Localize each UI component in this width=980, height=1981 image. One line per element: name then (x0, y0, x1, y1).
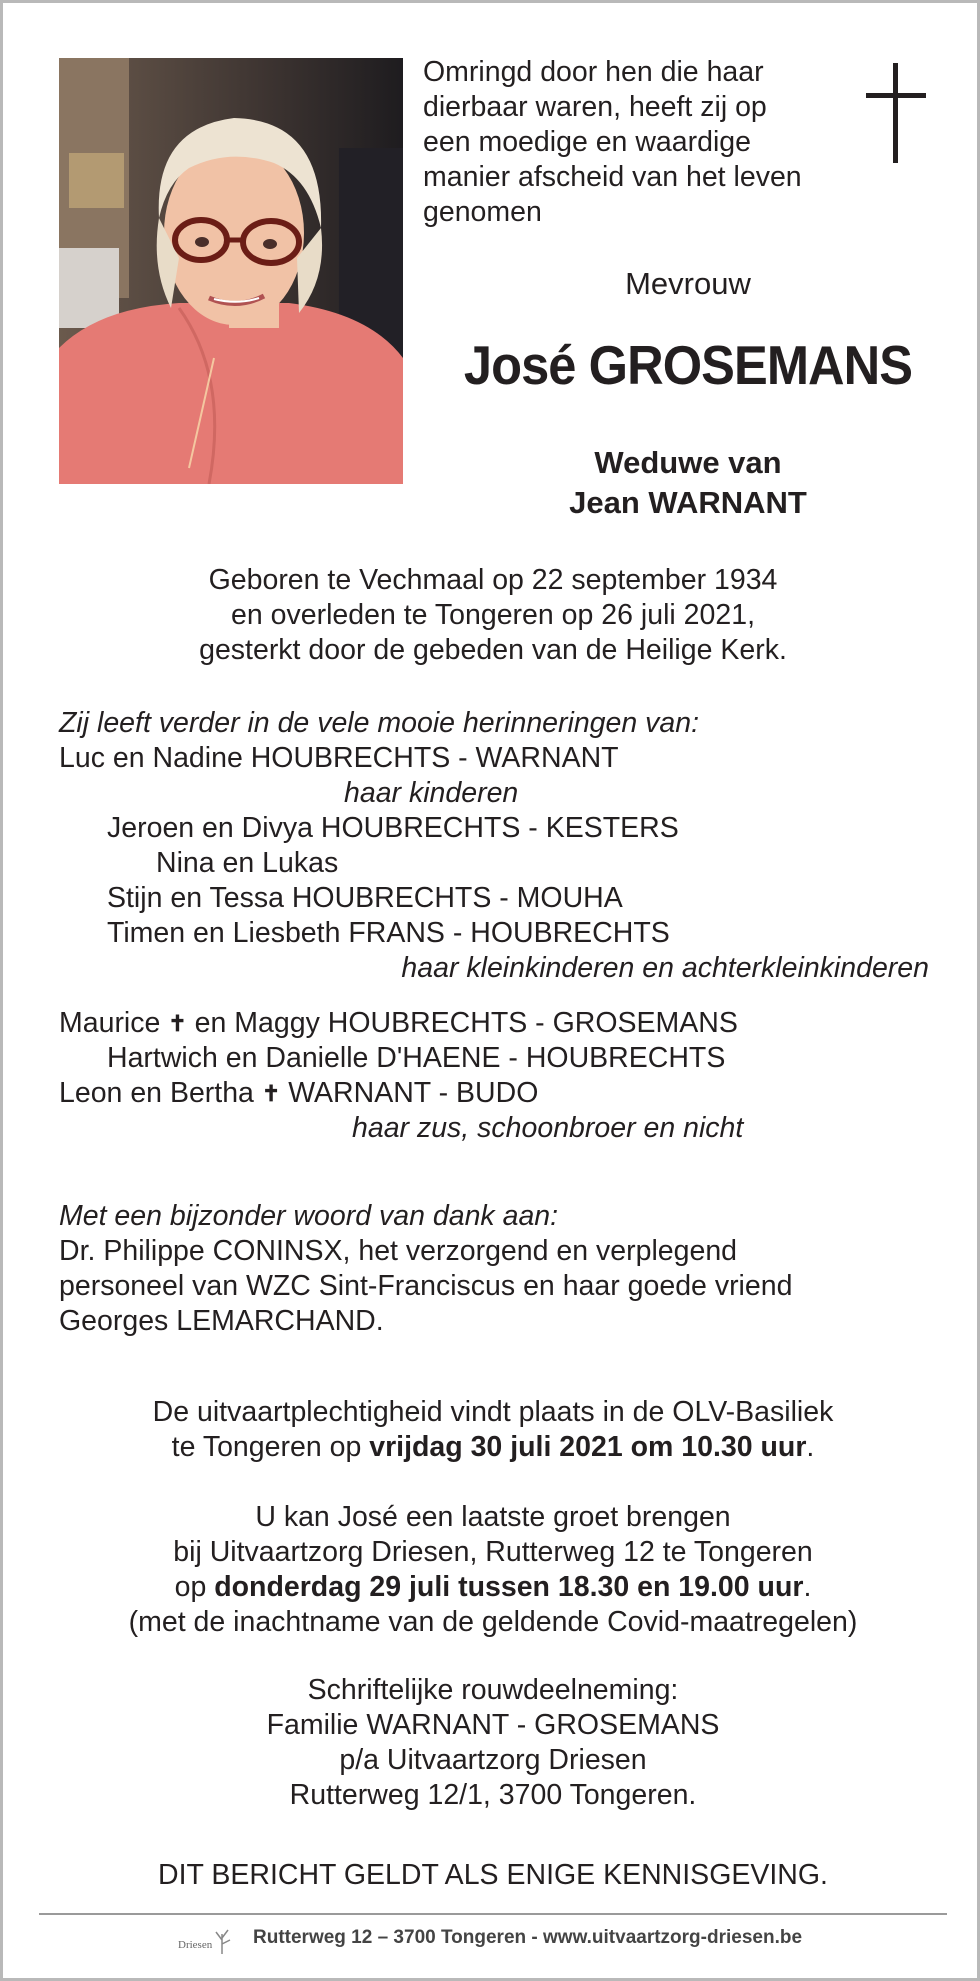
honorific: Mevrouw (625, 266, 751, 301)
condolence-line: Schriftelijke rouwdeelneming: (307, 1674, 679, 1706)
notice: DIT BERICHT GELDT ALS ENIGE KENNISGEVING. (158, 1859, 828, 1891)
condolence-line: Familie WARNANT - GROSEMANS (266, 1709, 720, 1741)
grandchildren-label: haar kleinkinderen en achterkleinkinderen (401, 952, 929, 984)
widow-of (423, 443, 953, 523)
thanks-line: Dr. Philippe CONINSX, het verzorgend en verplegend (59, 1235, 738, 1267)
thanks-line: Georges LEMARCHAND. (59, 1305, 384, 1337)
intro-line: een moedige en waardige (423, 126, 751, 158)
grandchild-line: Stijn en Tessa HOUBRECHTS - MOUHA (107, 882, 623, 914)
grandchild-line: Jeroen en Divya HOUBRECHTS - KESTERS (107, 812, 679, 844)
visit-line: bij Uitvaartzorg Driesen, Rutterweg 12 te Tongeren (173, 1536, 813, 1568)
funeral-line: te Tongeren op vrijdag 30 juli 2021 om 10.30 uur. (171, 1431, 815, 1463)
sibling-line: Maurice ✝ en Maggy HOUBRECHTS - GROSEMANS (59, 1007, 738, 1039)
small-cross-icon: ✝ (168, 1011, 187, 1036)
intro-line: Omringd door hen die haar (423, 56, 764, 88)
intro-text (423, 55, 853, 230)
small-cross-icon: ✝ (261, 1081, 281, 1106)
grandchild-line: Timen en Liesbeth FRANS - HOUBRECHTS (107, 917, 670, 949)
visit-line: (met de inachtname van de geldende Covid-maatregelen) (128, 1606, 858, 1638)
children-names: Luc en Nadine HOUBRECHTS - WARNANT (59, 742, 619, 774)
condolence-line: p/a Uitvaartzorg Driesen (339, 1744, 647, 1776)
visit-line: op donderdag 29 juli tussen 18.30 en 19.00 uur. (174, 1571, 812, 1603)
footer-address: Rutterweg 12 – 3700 Tongeren - www.uitvaartzorg-driesen.be (253, 1927, 803, 1948)
funeral-info (43, 1395, 943, 1465)
thanks-heading: Met een bijzonder woord van dank aan: (59, 1200, 559, 1232)
visit-line: U kan José een laatste groet brengen (255, 1501, 731, 1533)
sibling-line: Hartwich en Danielle D'HAENE - HOUBRECHTS (107, 1042, 726, 1074)
intro-line: dierbaar waren, heeft zij op (423, 91, 767, 123)
children-label: haar kinderen (344, 777, 519, 809)
thanks-line: personeel van WZC Sint-Franciscus en haar goede vriend (59, 1270, 793, 1302)
grandchild-line: Nina en Lukas (156, 847, 339, 879)
thanks-section (59, 1199, 929, 1339)
memories-heading: Zij leeft verder in de vele mooie herinneringen van: (59, 707, 700, 739)
condolence-address (43, 1673, 943, 1813)
intro-line: genomen (423, 196, 542, 228)
funeral-line: De uitvaartplechtigheid vindt plaats in de OLV-Basiliek (152, 1396, 834, 1428)
spouse-name: Jean WARNANT (569, 485, 807, 520)
siblings-label: haar zus, schoonbroer en nicht (352, 1112, 744, 1144)
birth-line: Geboren te Vechmaal op 22 september 1934 (208, 564, 778, 596)
birth-death-info (59, 563, 927, 668)
cross-icon (866, 63, 926, 163)
widow-label: Weduwe van (594, 445, 782, 480)
sibling-line: Leon en Bertha ✝ WARNANT - BUDO (59, 1077, 539, 1109)
family-list (59, 706, 929, 1146)
driesen-logo (178, 1920, 238, 1960)
portrait-photo (59, 58, 403, 484)
visitation-info (43, 1500, 943, 1640)
intro-line: manier afscheid van het leven (423, 161, 802, 193)
condolence-line: Rutterweg 12/1, 3700 Tongeren. (289, 1779, 697, 1811)
divider (39, 1913, 947, 1915)
deceased-name: José GROSEMANS (463, 334, 913, 396)
birth-line: gesterkt door de gebeden van de Heilige Kerk. (199, 634, 787, 666)
birth-line: en overleden te Tongeren op 26 juli 2021, (231, 599, 755, 631)
svg-text:Driesen: Driesen (178, 1939, 213, 1951)
